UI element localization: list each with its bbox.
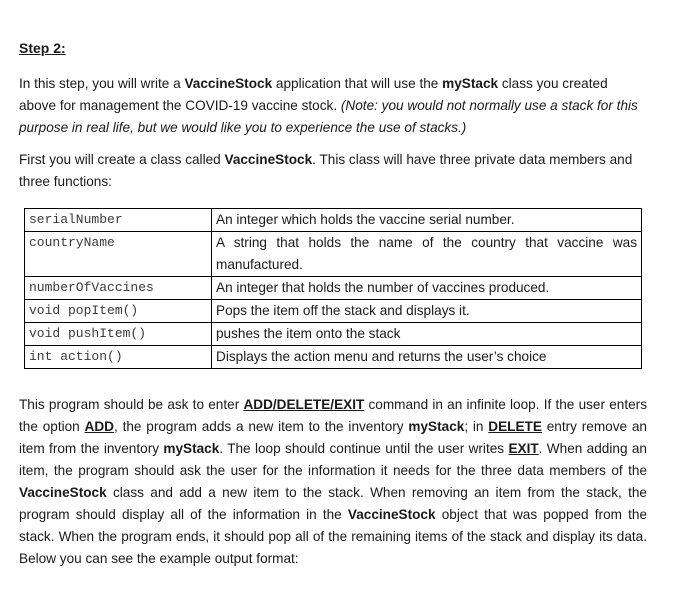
my-stack-term: myStack — [408, 419, 465, 434]
member-name: serialNumber — [25, 209, 212, 232]
delete-keyword: DELETE — [488, 419, 542, 434]
program-text: ; in — [464, 419, 489, 434]
table-row — [25, 323, 642, 346]
step-heading: Step 2: — [19, 40, 66, 56]
vaccine-stock-term: VaccineStock — [224, 152, 313, 167]
program-paragraph — [19, 394, 647, 570]
add-keyword: ADD — [84, 419, 114, 434]
command-keywords: ADD/DELETE/EXIT — [243, 397, 365, 412]
table-row — [25, 300, 642, 323]
program-text: , the program adds a new item to the inventory — [114, 419, 409, 434]
table-row — [25, 209, 642, 232]
table-row — [25, 346, 642, 369]
members-table — [24, 208, 642, 369]
intro-text: class you created above for management the COVID-19 vaccine stock. — [19, 76, 608, 113]
class-text: . This class will have three private data members and three functions: — [19, 152, 633, 189]
member-name: void popItem() — [25, 300, 212, 323]
program-text: entry remove an item from the inventory — [19, 419, 647, 456]
program-text: command in an infinite loop. If the user enters the option — [19, 397, 648, 434]
intro-note: (Note: you would not normally use a stack for this purpose in real life, but we would like you to experience the use of stacks.) — [19, 98, 638, 135]
member-name: countryName — [25, 232, 212, 277]
intro-paragraph — [19, 73, 647, 139]
member-name: int action() — [25, 346, 212, 369]
table-row — [25, 277, 642, 300]
intro-text: In this step, you will write a — [19, 76, 185, 91]
member-name: numberOfVaccines — [25, 277, 212, 300]
program-text: object that was popped from the stack. When the program ends, it should pop all of the remaining items of the stack and display its data. Below you can see the example output format: — [19, 507, 648, 566]
vaccine-stock-term: VaccineStock — [347, 507, 436, 522]
member-description: pushes the item onto the stack — [212, 323, 642, 346]
member-description: A string that holds the name of the country that vaccine was manufactured. — [212, 232, 642, 277]
table-row — [25, 232, 642, 277]
class-text: First you will create a class called — [19, 152, 225, 167]
member-description: An integer which holds the vaccine serial number. — [212, 209, 642, 232]
program-text: class and add a new item to the stack. When removing an item from the stack, the program should display all of the information in the — [19, 485, 647, 522]
vaccine-stock-term: VaccineStock — [19, 485, 107, 500]
my-stack-term: myStack — [163, 441, 220, 456]
program-text: This program should be ask to enter — [19, 397, 244, 412]
program-text: . The loop should continue until the user writes — [219, 441, 509, 456]
intro-text: application that will use the — [272, 76, 443, 91]
program-text: . When adding an item, the program should ask the user for the information it needs for the three data members of the — [19, 441, 647, 478]
member-description: Pops the item off the stack and displays it. — [212, 300, 642, 323]
class-paragraph — [19, 149, 647, 193]
exit-keyword: EXIT — [508, 441, 539, 456]
my-stack-term: myStack — [442, 76, 499, 91]
vaccine-stock-term: VaccineStock — [184, 76, 273, 91]
member-name: void pushItem() — [25, 323, 212, 346]
member-description: Displays the action menu and returns the user’s choice — [212, 346, 642, 369]
member-description: An integer that holds the number of vaccines produced. — [212, 277, 642, 300]
